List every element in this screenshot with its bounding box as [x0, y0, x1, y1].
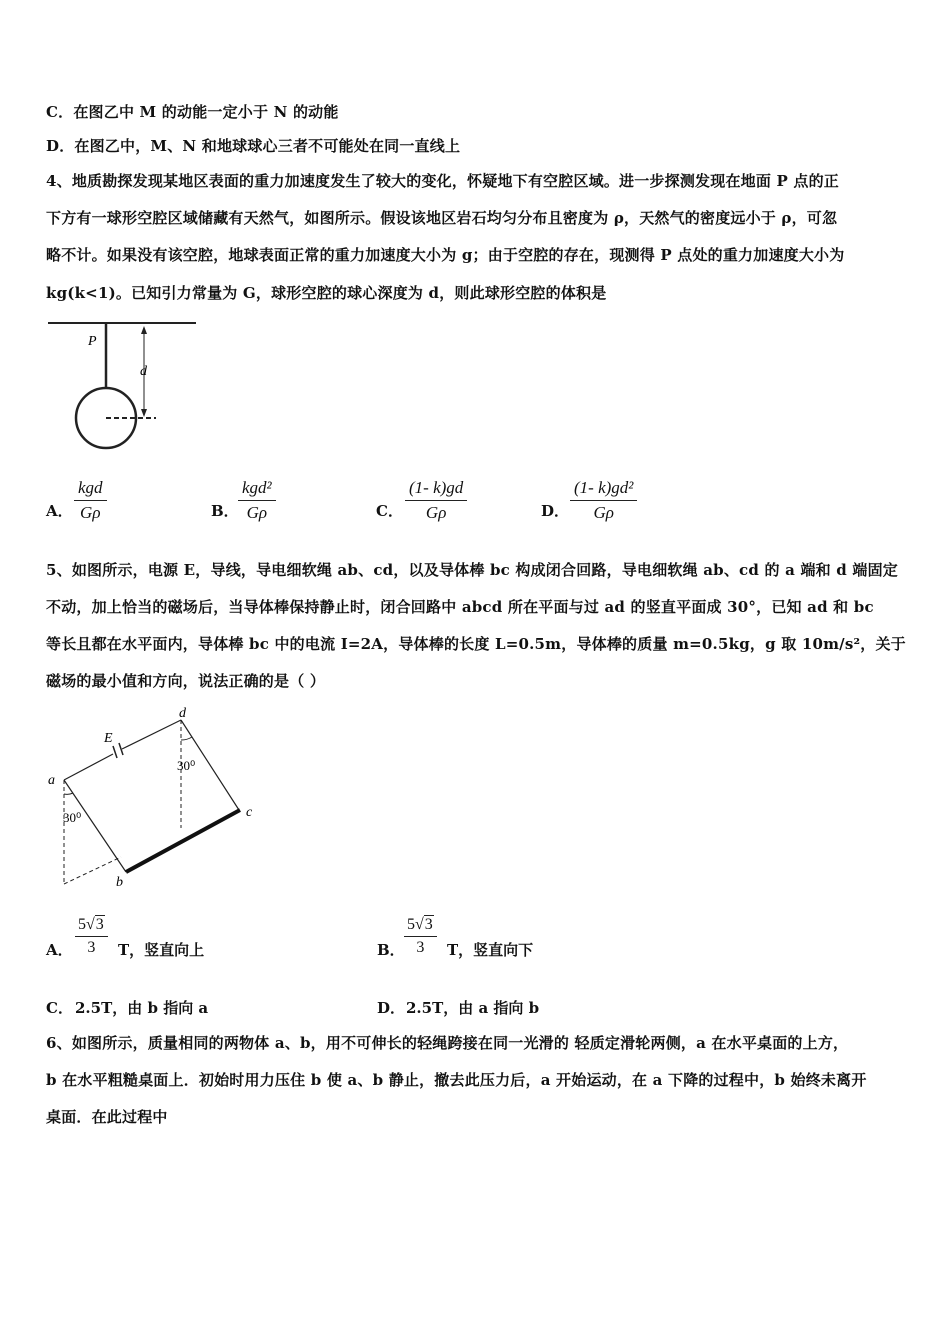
radicand: 3: [424, 916, 433, 933]
q6-stem-line1: 6、如图所示，质量相同的两物体 a、b，用不可伸长的轻绳跨接在同一光滑的 轻质定滑轮两侧，a 在水平桌面的上方，: [46, 1034, 849, 1052]
fraction-denominator: 3: [87, 939, 96, 956]
label-e: E: [104, 731, 113, 746]
q3-option-c: C．在图乙中 M 的动能一定小于 N 的动能: [46, 103, 339, 121]
fraction-denominator: Gρ: [80, 503, 101, 522]
q5-option-a-text: T，竖直向上: [118, 941, 205, 959]
fraction-numerator: 5√3: [404, 916, 437, 937]
q5-stem-line1: 5、如图所示，电源 E，导线，导电细软绳 ab、cd，以及导体棒 bc 构成闭合回路，导电细软绳 ab、cd 的 a 端和 d 端固定: [46, 561, 898, 579]
q5-option-b-fraction: [404, 916, 437, 957]
fraction-numerator: (1- k)gd: [405, 478, 467, 501]
coefficient: 5: [78, 916, 86, 933]
q5-option-a-letter: A．: [46, 941, 73, 959]
q6-stem-line2: b 在水平粗糙桌面上．初始时用力压住 b 使 a、b 静止，撤去此压力后，a 开始运动，在 a 下降的过程中，b 始终未离开: [46, 1071, 867, 1089]
q5-stem-line2: 不动，加上恰当的磁场后，当导体棒保持静止时，闭合回路中 abcd 所在平面与过 ad 的竖直平面成 30°，已知 ad 和 bc: [46, 598, 874, 616]
q4-option-c-fraction: [405, 478, 467, 523]
dashed-bottom: [64, 857, 121, 884]
q5-option-d-letter: D．: [377, 999, 406, 1017]
fraction-denominator: Gρ: [593, 503, 614, 522]
q5-option-b-letter: B．: [377, 941, 405, 959]
q6-stem-line3: 桌面．在此过程中: [46, 1108, 168, 1126]
rope-ab: [64, 780, 126, 872]
wire-a-to-source: [64, 754, 113, 780]
arrow-head-top: [141, 326, 147, 334]
q4-option-a-letter: A．: [46, 502, 73, 520]
q3-option-d: D．在图乙中，M、N 和地球球心三者不可能处在同一直线上: [46, 137, 461, 155]
label-d: d: [140, 364, 147, 379]
q4-option-d-fraction: [570, 478, 637, 523]
fraction-numerator: (1- k)gd²: [570, 478, 637, 501]
q4-stem-line4: kg(k<1)。已知引力常量为 G，球形空腔的球心深度为 d，则此球形空腔的体积是: [46, 284, 607, 302]
q4-option-b-letter: B．: [211, 502, 239, 520]
label-p: P: [88, 334, 97, 349]
q4-stem-line2: 下方有一球形空腔区域储藏有天然气，如图所示。假设该地区岩石均匀分布且密度为 ρ，天然气的密度远小于 ρ，可忽: [46, 209, 838, 227]
coefficient: 5: [407, 916, 415, 933]
q5-option-c-text: 2.5T，由 b 指向 a: [75, 999, 209, 1017]
q5-option-c-letter: C．: [46, 999, 73, 1017]
fraction-denominator: Gρ: [425, 503, 447, 522]
q5-option-b-text: T，竖直向下: [447, 941, 534, 959]
q4-option-d-letter: D．: [541, 502, 570, 520]
fraction-denominator: 3: [416, 939, 425, 956]
label-d: d: [179, 706, 186, 721]
arrow-head-bottom: [141, 409, 147, 417]
angle-label-d: 30⁰: [177, 758, 196, 773]
q5-stem-line3: 等长且都在水平面内，导体棒 bc 中的电流 I=2A，导体棒的长度 L=0.5m，导体棒的质量 m=0.5kg，g 取 10m/s²，关于: [46, 635, 906, 653]
fraction-numerator: kgd²: [238, 478, 276, 501]
q5-option-a-fraction: [75, 916, 108, 957]
q5-stem-line4: 磁场的最小值和方向，说法正确的是（ ）: [46, 672, 326, 690]
q5-option-d-text: 2.5T，由 a 指向 b: [406, 999, 540, 1017]
fraction-numerator: kgd: [74, 478, 107, 501]
angle-arc-a: [64, 793, 73, 794]
label-c: c: [246, 805, 253, 820]
q4-stem-line1: 4、地质勘探发现某地区表面的重力加速度发生了较大的变化，怀疑地下有空腔区域。进一步探测发现在地面 P 点的正: [46, 172, 839, 190]
conductor-rod-bc: [126, 810, 240, 872]
q4-option-b-fraction: [238, 478, 276, 523]
q5-circuit-figure: [46, 702, 266, 897]
q4-stem-line3: 略不计。如果没有该空腔，地球表面正常的重力加速度大小为 g；由于空腔的存在，现测得 P 点处的重力加速度大小为: [46, 246, 845, 264]
fraction-denominator: Gρ: [246, 503, 268, 522]
wire-source-to-d: [122, 720, 181, 749]
q4-option-a-fraction: [74, 478, 107, 523]
battery-plate-1: [113, 746, 117, 758]
fraction-numerator: 5√3: [75, 916, 108, 937]
q4-cavity-figure: [46, 318, 206, 458]
angle-label-a: 30⁰: [63, 810, 82, 825]
angle-arc-d: [181, 737, 192, 740]
q4-option-c-letter: C．: [376, 502, 403, 520]
label-b: b: [116, 875, 123, 890]
label-a: a: [48, 773, 55, 788]
radicand: 3: [95, 916, 104, 933]
